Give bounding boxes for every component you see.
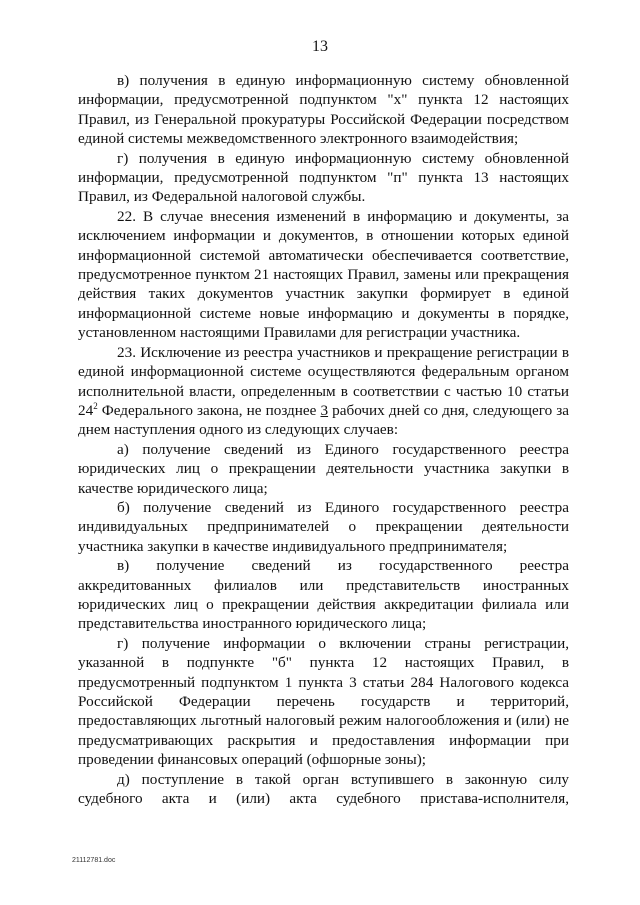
superscript: 2 <box>93 400 98 411</box>
subitem-d: д) поступление в такой орган вступившего в законную силу судебного акта и (или) акта судебного пристава-исполнителя, <box>78 770 569 808</box>
footer-filename: 21112781.doc <box>72 857 116 864</box>
paragraph-22: 22. В случае внесения изменений в информацию и документы, за исключением информации и документов, в отношении которых единой информационной системой автоматически обеспечивается соответствие, предусмотренное пунктом 21 настоящих Правил, замены или прекращения действия таких документов участник закупки формирует в единой информационной системе новые информацию и документы в порядке, установленном настоящими Правилами для регистрации участника. <box>78 207 569 342</box>
subitem-g: г) получение информации о включении страны регистрации, указанной в подпункте "б" пункта 12 настоящих Правил, в предусмотренный подпунктом 1 пункта 3 статьи 284 Налогового кодекса Российской Федерации перечень государств и территорий, предоставляющих льготный налоговый режим налогообложения и (или) не предусматривающих раскрытия и предоставления информации при проведении финансовых операций (офшорные зоны); <box>78 634 569 769</box>
subitem-v: в) получение сведений из государственного реестра аккредитованных филиалов или представительств иностранных юридических лиц о прекращении действия аккредитации филиала или представительства иностранного юридического лица; <box>78 557 569 633</box>
paragraph-23 <box>78 343 569 440</box>
page-number: 13 <box>312 38 328 55</box>
document-body <box>78 71 569 808</box>
underlined-number: 3 <box>320 401 329 419</box>
paragraph-23-part1: 23. Исключение из реестра участников и прекращение регистрации в единой информационной системе осуществляются федеральным органом исполнительной власти, определенным в соответствии с частью 10 статьи 24 <box>78 343 569 419</box>
paragraph-21g: г) получения в единую информационную систему обновленной информации, предусмотренной подпунктом "п" пункта 13 настоящих Правил, из Федеральной налоговой службы. <box>78 149 569 206</box>
paragraph-21v: в) получения в единую информационную систему обновленной информации, предусмотренной подпунктом "х" пункта 12 настоящих Правил, из Генеральной прокуратуры Российской Федерации посредством единой системы межведомственного электронного взаимодействия; <box>78 72 569 148</box>
subitem-b: б) получение сведений из Единого государственного реестра индивидуальных предпринимателей о прекращении деятельности участника закупки в качестве индивидуального предпринимателя; <box>78 498 569 555</box>
paragraph-23-part2: Федерального закона, не позднее <box>97 401 321 419</box>
subitem-a: а) получение сведений из Единого государственного реестра юридических лиц о прекращении деятельности участника закупки в качестве юридического лица; <box>78 440 569 497</box>
paragraph-23-part3: рабочих дней со дня, следующего за днем наступления одного из следующих случаев: <box>78 401 570 439</box>
